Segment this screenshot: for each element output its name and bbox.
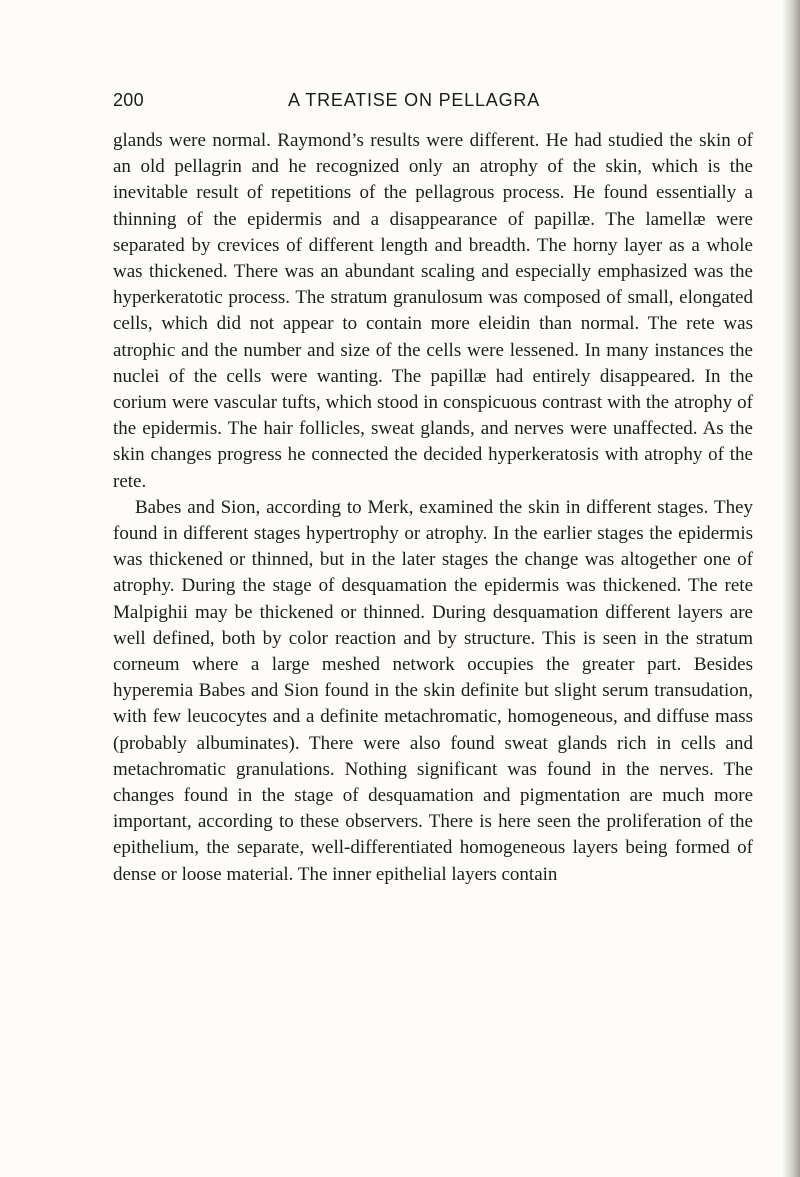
running-title: A TREATISE ON PELLAGRA (288, 90, 541, 110)
body-text (113, 128, 753, 888)
page-number: 200 (113, 90, 144, 110)
paragraph-1: glands were normal. Raymond’s results were different. He had studied the skin of an old pellagrin and he recognized only an atrophy of the skin, which is the inevitable result of repetitions of the pellagrous process. He found essentially a thinning of the epidermis and a disappearance of papillæ. The lamellæ were separated by crevices of different length and breadth. The horny layer as a whole was thickened. There was an abundant scaling and especially emphasized was the hyperkeratotic process. The stratum granulosum was composed of small, elongated cells, which did not appear to contain more eleidin than normal. The rete was atrophic and the number and size of the cells were lessened. In many instances the nuclei of the cells were wanting. The papillæ had entirely disappeared. In the corium were vascular tufts, which stood in conspicuous contrast with the atrophy of the epidermis. The hair follicles, sweat glands, and nerves were unaffected. As the skin changes progress he connected the decided hyperkeratosis with atrophy of the rete. (113, 130, 753, 492)
page-edge-shadow (782, 0, 800, 1177)
page-header (113, 90, 750, 114)
paragraph-2: Babes and Sion, according to Merk, examined the skin in different stages. They found in different stages hypertrophy or atrophy. In the earlier stages the epidermis was thickened or thinned, but in the later stages the change was altogether one of atrophy. During the stage of desquamation the epidermis was thickened. The rete Malpighii may be thickened or thinned. During desquamation different layers are well defined, both by color reaction and by structure. This is seen in the stratum corneum where a large meshed network occupies the greater part. Besides hyperemia Babes and Sion found in the skin definite but slight serum transudation, with few leucocytes and a definite metachromatic, homogeneous, and diffuse mass (probably albuminates). There were also found sweat glands rich in cells and metachromatic granulations. Nothing significant was found in the nerves. The changes found in the stage of desquamation and pigmentation are much more important, according to these observers. There is here seen the proliferation of the epithelium, the separate, well-differentiated homogeneous layers being formed of dense or loose material. The inner epithelial layers contain (113, 496, 753, 885)
